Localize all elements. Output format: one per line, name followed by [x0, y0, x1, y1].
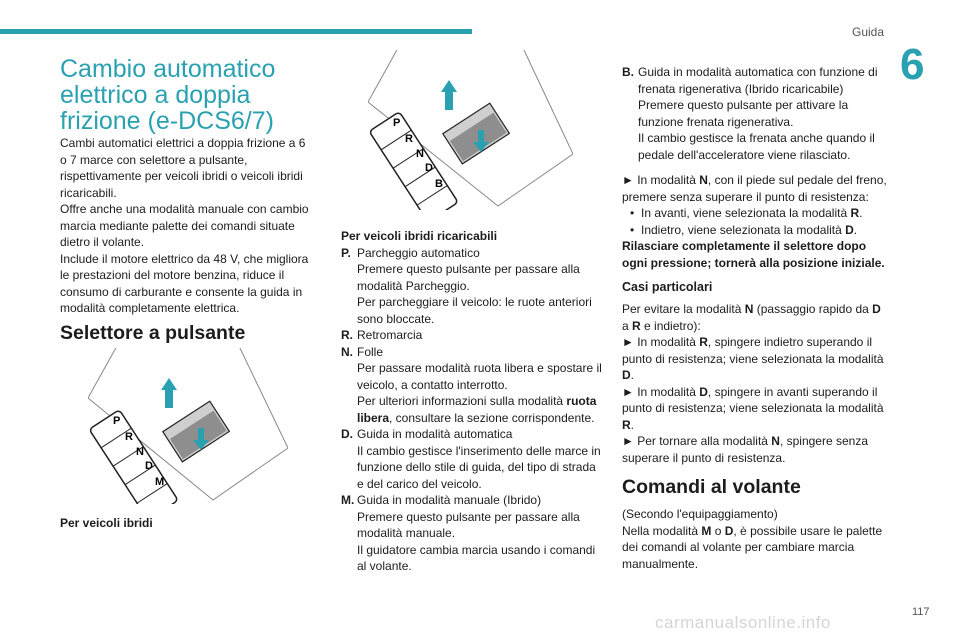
- watermark: carmanualsonline.info: [655, 613, 831, 632]
- mode-key-m: M.: [341, 493, 355, 507]
- mode-name-d: Guida in modalità automatica: [357, 427, 513, 441]
- mode-desc-m-1: Premere questo pulsante per passare alla modalità manuale.: [357, 509, 580, 540]
- mode-key-r: R.: [341, 328, 353, 342]
- section-title-special-cases: Casi particolari: [622, 280, 713, 294]
- mode-name-m: Guida in modalità manuale (Ibrido): [357, 493, 542, 507]
- mode-desc-n-2: Per ulteriori informazioni sulla modalità ruota libera, consultare la sezione corrispondente.: [357, 394, 597, 425]
- button-selector-illustration-hybrid: [88, 348, 288, 504]
- special-case-d: ► In modalità D, spingere in avanti superando il punto di resistenza; viene selezionata la modalità R.: [622, 384, 884, 432]
- arrow-forward-icon: [441, 80, 457, 110]
- mode-desc-d-1: Il cambio gestisce l'inserimento delle marce in funzione dello stile di guida, del tipo di strada e del carico del veicolo.: [357, 443, 601, 491]
- mode-desc-p-2: Per parcheggiare il veicolo: le ruote anteriori sono bloccate.: [357, 295, 592, 326]
- right-column: [622, 64, 890, 572]
- intro-text: [60, 135, 312, 317]
- mode-key-p: P.: [341, 245, 351, 260]
- selector-letter-p: P: [393, 117, 401, 129]
- figure2-caption: Per veicoli ibridi ricaricabili: [341, 229, 498, 243]
- mode-name-p: Parcheggio automatico: [357, 245, 480, 260]
- button-selector-illustration-plugin-hybrid: [368, 50, 573, 210]
- section-title-steering-controls: Comandi al volante: [622, 476, 801, 498]
- intro-paragraph-2: Offre anche una modalità manuale con cambio marcia mediante palette dei comandi situate dietro il volante.: [60, 202, 309, 249]
- special-case-n: ► Per tornare alla modalità N, spingere senza superare il punto di resistenza.: [622, 434, 869, 465]
- list-item: • In avanti, viene selezionata la modalità R.: [630, 206, 863, 220]
- mode-desc-n-1: Per passare modalità ruota libera e spostare il veicolo, a contatto interrotto.: [357, 361, 602, 392]
- running-header: Guida: [852, 25, 885, 39]
- header-accent-bar: [0, 29, 472, 34]
- mode-desc-b-1: Premere questo pulsante per attivare la funzione frenata rigenerativa.: [638, 98, 849, 129]
- selector-letter-m: M: [155, 476, 165, 488]
- n-mode-bullets: [622, 205, 890, 238]
- selector-letter-n: N: [136, 446, 144, 458]
- mode-definition-list-b: [622, 64, 890, 163]
- steering-controls-text: Nella modalità M o D, è possibile usare le palette dei comandi al volante per cambiare marcia manualmente.: [622, 523, 883, 571]
- list-item: [341, 492, 603, 575]
- selector-letter-n: N: [416, 148, 424, 160]
- intro-paragraph-3: Include il motore elettrico da 48 V, che migliora le prestazioni del motore benzina, riduce il consumo di carburante e consente la guida in modalità completamente elettrica.: [60, 251, 309, 315]
- n-mode-instruction: ► In modalità N, con il piede sul pedale del freno, premere senza superare il punto di resistenza:: [622, 173, 887, 204]
- chapter-number: 6: [900, 40, 925, 89]
- modes-column: [341, 228, 603, 575]
- section-title-selector: Selettore a pulsante: [60, 322, 246, 344]
- special-cases-intro: Per evitare la modalità N (passaggio rapido da D a R e indietro):: [622, 302, 881, 333]
- selector-letter-r: R: [125, 431, 133, 443]
- mode-key-n: N.: [341, 344, 353, 359]
- list-item: [341, 344, 603, 427]
- selector-letter-b: B: [435, 178, 443, 190]
- release-note: Rilasciare completamente il selettore dopo ogni pressione; tornerà alla posizione iniziale.: [622, 239, 885, 270]
- list-item: • Indietro, viene selezionata la modalità D.: [630, 222, 858, 237]
- special-case-r: ► In modalità R, spingere indietro superando il punto di resistenza; viene selezionata la modalità D.: [622, 335, 884, 382]
- list-item: [341, 327, 603, 344]
- selector-letter-p: P: [113, 415, 121, 427]
- list-item: [622, 64, 890, 163]
- steering-controls-equipment: (Secondo l'equipaggiamento): [622, 507, 778, 521]
- selector-letter-d: D: [145, 460, 153, 472]
- mode-name-n: Folle: [357, 344, 384, 359]
- mode-name-b: Guida in modalità automatica con funzione di frenata rigenerativa (Ibrido ricaricabile): [638, 65, 878, 96]
- mode-desc-b-2: Il cambio gestisce la frenata anche quando il pedale dell'acceleratore viene rilasciato.: [638, 131, 875, 162]
- mode-key-b: B.: [622, 65, 634, 79]
- mode-desc-m-2: Il guidatore cambia marcia usando i comandi al volante.: [357, 542, 596, 573]
- selector-letter-d: D: [425, 162, 433, 174]
- list-item: [341, 245, 603, 328]
- mode-definition-list: [341, 245, 603, 575]
- selector-letter-r: R: [405, 133, 413, 145]
- arrow-forward-icon: [161, 378, 177, 408]
- mode-name-r: Retromarcia: [357, 328, 423, 342]
- intro-paragraph-1: Cambi automatici elettrici a doppia frizione a 6 o 7 marce con selettore a pulsante, rispettivamente per veicoli ibridi o veicoli ibridi ricaricabili.: [60, 136, 306, 200]
- mode-desc-p-1: Premere questo pulsante per passare alla modalità Parcheggio.: [357, 262, 580, 293]
- list-item: [341, 426, 603, 492]
- figure1-caption: Per veicoli ibridi: [60, 516, 153, 530]
- page-title: Cambio automatico elettrico a doppia frizione (e-DCS6/7): [60, 55, 276, 135]
- page-number: 117: [912, 606, 930, 618]
- mode-key-d: D.: [341, 427, 353, 441]
